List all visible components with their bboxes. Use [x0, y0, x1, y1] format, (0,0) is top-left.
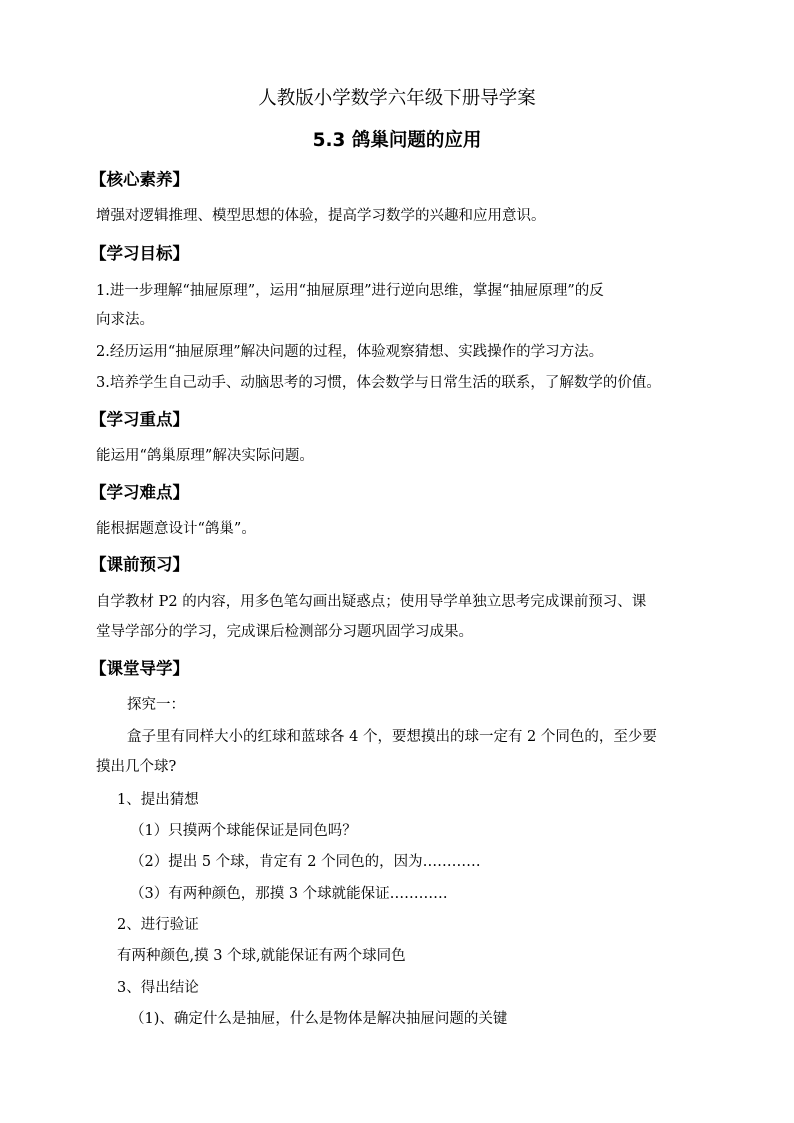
heading-key-points: 【学习重点】 — [90, 410, 189, 429]
step-3-conclusion-a: （1)、确定什么是抽屉，什么是物体是解决抽屉问题的关键 — [130, 1011, 508, 1027]
heading-difficulties: 【学习难点】 — [90, 483, 189, 502]
step-1-question-a: （1）只摸两个球能保证是同色吗？ — [130, 823, 357, 839]
step-1-heading: 1、提出猜想 — [117, 792, 199, 808]
problem-line-1: 盒子里有同样大小的红球和蓝球各 4 个，要想摸出的球一定有 2 个同色的，至少要 — [127, 729, 657, 745]
step-2-heading: 2、进行验证 — [117, 917, 199, 933]
preview-text-line-2: 堂导学部分的学习，完成课后检测部分习题巩固学习成果。 — [96, 624, 473, 640]
goal-item-1-line-1: 1.进一步理解“抽屉原理”，运用“抽屉原理”进行逆向思维，掌握“抽屉原理”的反 — [96, 283, 604, 299]
goal-item-2: 2.经历运用“抽屉原理”解决问题的过程，体验观察猜想、实践操作的学习方法。 — [96, 344, 604, 360]
heading-preview: 【课前预习】 — [90, 555, 189, 574]
lesson-title: 5.3 鸽巢问题的应用 — [312, 130, 482, 151]
step-3-heading: 3、得出结论 — [117, 980, 199, 996]
problem-line-2: 摸出几个球? — [96, 759, 177, 775]
heading-learning-goals: 【学习目标】 — [90, 244, 189, 263]
step-1-question-c: （3）有两种颜色，那摸 3 个球就能保证………… — [130, 886, 448, 902]
explore-label: 探究一： — [127, 697, 185, 713]
step-1-question-b: （2）提出 5 个球，肯定有 2 个同色的，因为………… — [130, 854, 481, 870]
document-title: 人教版小学数学六年级下册导学案 — [258, 88, 536, 109]
key-points-text: 能运用“鸽巢原理”解决实际问题。 — [96, 448, 314, 464]
heading-core-literacy: 【核心素养】 — [90, 170, 189, 189]
step-2-text: 有两种颜色,摸 3 个球,就能保证有两个球同色 — [117, 948, 406, 964]
core-literacy-text: 增强对逻辑推理、模型思想的体验，提高学习数学的兴趣和应用意识。 — [96, 208, 546, 224]
difficulties-text: 能根据题意设计“鸽巢”。 — [96, 521, 256, 537]
goal-item-1-line-2: 向求法。 — [96, 312, 154, 328]
heading-class-guide: 【课堂导学】 — [90, 659, 189, 678]
preview-text-line-1: 自学教材 P2 的内容，用多色笔勾画出疑惑点；使用导学单独立思考完成课前预习、课 — [96, 594, 647, 610]
goal-item-3: 3.培养学生自己动手、动脑思考的习惯，体会数学与日常生活的联系，了解数学的价值。 — [96, 375, 661, 391]
